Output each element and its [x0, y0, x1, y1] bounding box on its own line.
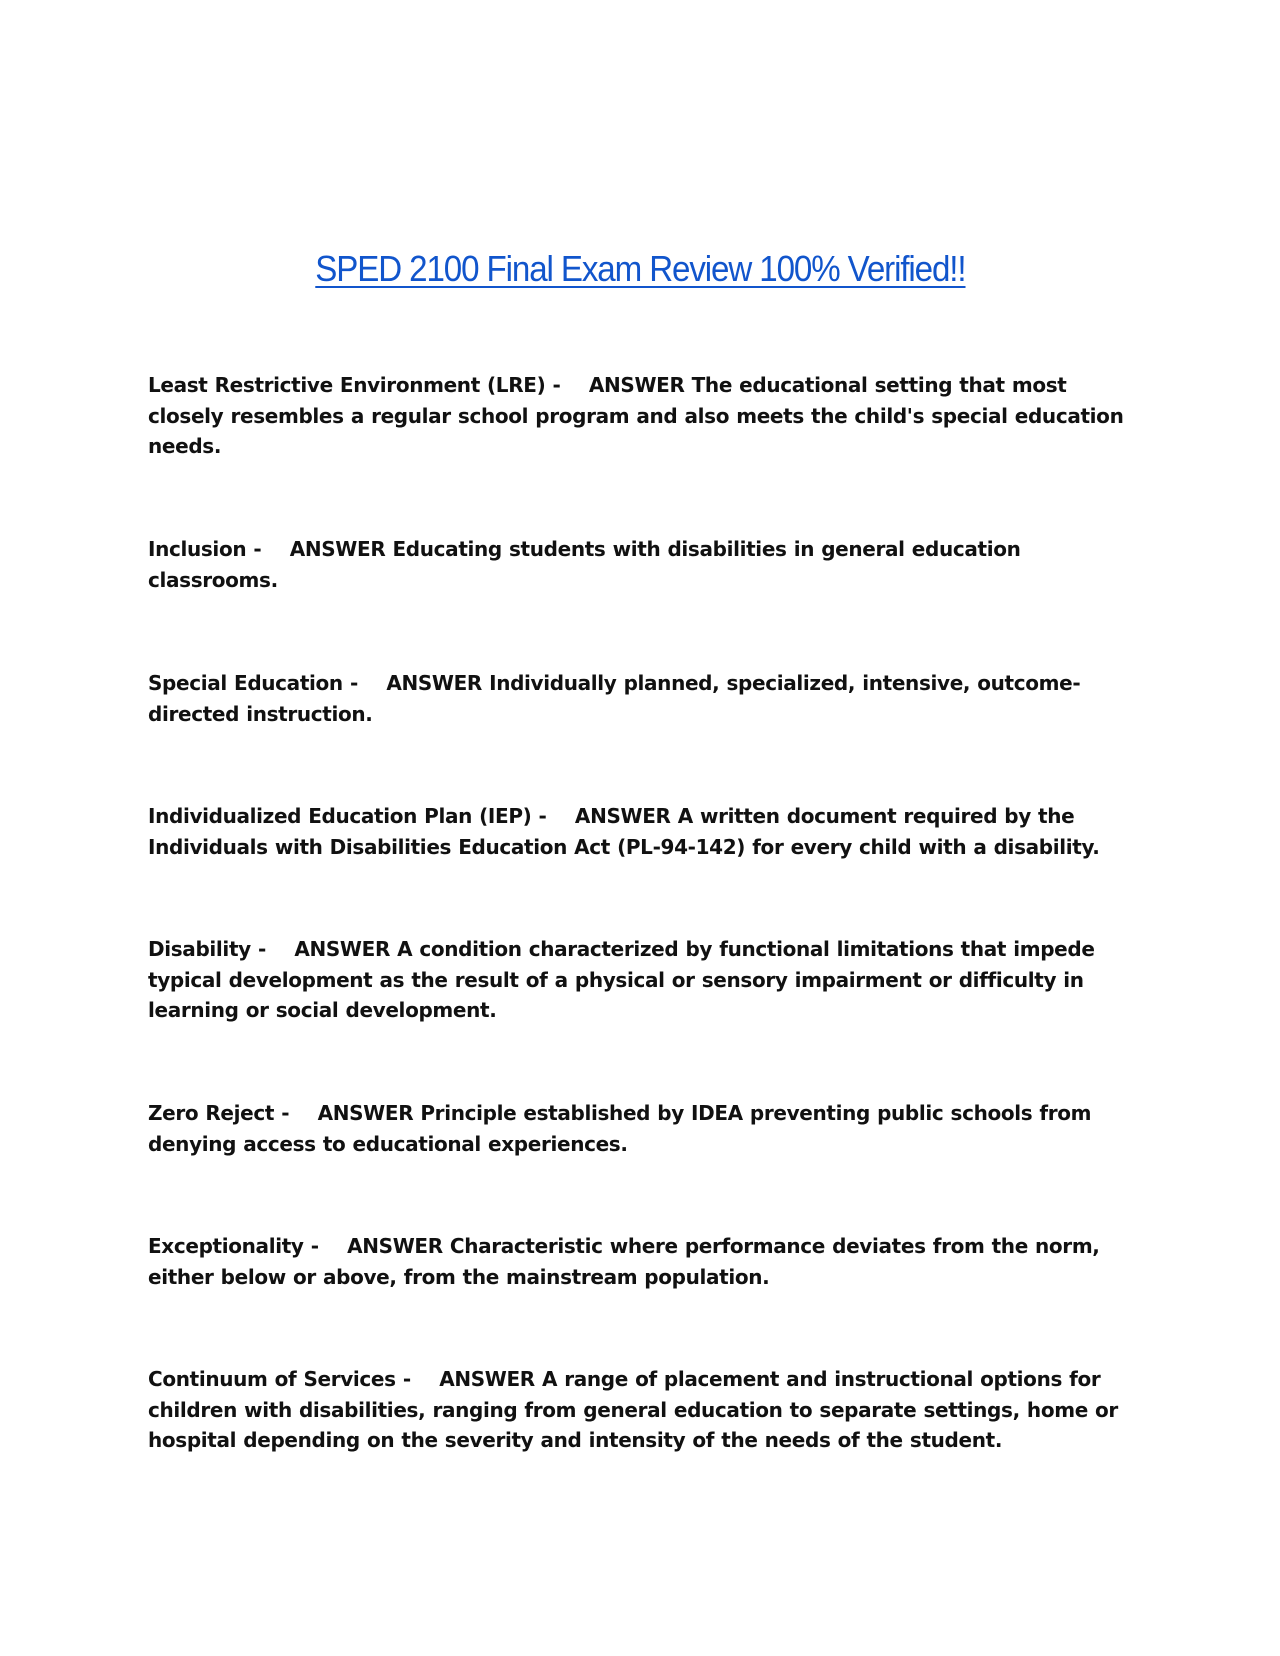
entry-term: Special Education [148, 671, 343, 695]
entry-term: Individualized Education Plan (IEP) [148, 804, 532, 828]
entry-answer: A condition characterized by functional limitations that impede typical development as the result of a physical or sensory impairment or difficulty in learning or social development. [148, 937, 1095, 1022]
entry-separator: - ANSWER [303, 1234, 450, 1258]
qa-entry-zero-reject [148, 1098, 1148, 1159]
qa-entry-lre [148, 370, 1148, 462]
entry-term: Least Restrictive Environment (LRE) [148, 373, 546, 397]
entry-separator: - ANSWER [545, 373, 692, 397]
qa-entry-inclusion [148, 534, 1148, 595]
qa-entry-special-education [148, 668, 1148, 729]
entry-separator: - ANSWER [395, 1367, 542, 1391]
entry-term: Continuum of Services [148, 1367, 396, 1391]
entry-separator: - ANSWER [274, 1101, 421, 1125]
entry-separator: - ANSWER [246, 537, 393, 561]
entry-separator: - ANSWER [250, 937, 398, 961]
entry-term: Disability [148, 937, 251, 961]
entry-term: Inclusion [148, 537, 247, 561]
title-link[interactable]: SPED 2100 Final Exam Review 100% Verified!! [314, 248, 966, 289]
qa-entry-continuum-of-services [148, 1364, 1148, 1456]
entry-answer: Principle established by IDEA preventing public schools from denying access to educational experiences. [148, 1101, 1092, 1156]
entry-answer: Individually planned, specialized, intensive, outcome-directed instruction. [148, 671, 1081, 726]
entry-answer: The educational setting that most closely resembles a regular school program and also meets the child's special education needs. [148, 373, 1124, 458]
entry-answer: A written document required by the Individuals with Disabilities Education Act (PL-94-142) for every child with a disability. [148, 804, 1100, 859]
entry-separator: - ANSWER [342, 671, 490, 695]
qa-entry-iep [148, 801, 1148, 862]
entry-term: Zero Reject [148, 1101, 275, 1125]
entry-term: Exceptionality [148, 1234, 304, 1258]
page-title [0, 248, 1280, 290]
entry-answer: A range of placement and instructional options for children with disabilities, ranging from general education to separate settings, home or hospital depending on the severity and intensity of the needs of the student. [148, 1367, 1118, 1452]
entry-answer: Educating students with disabilities in general education classrooms. [148, 537, 1021, 592]
entry-answer: Characteristic where performance deviates from the norm, either below or above, from the mainstream population. [148, 1234, 1100, 1289]
entry-separator: - ANSWER [531, 804, 678, 828]
qa-entry-disability [148, 934, 1148, 1026]
qa-entry-exceptionality [148, 1231, 1148, 1292]
